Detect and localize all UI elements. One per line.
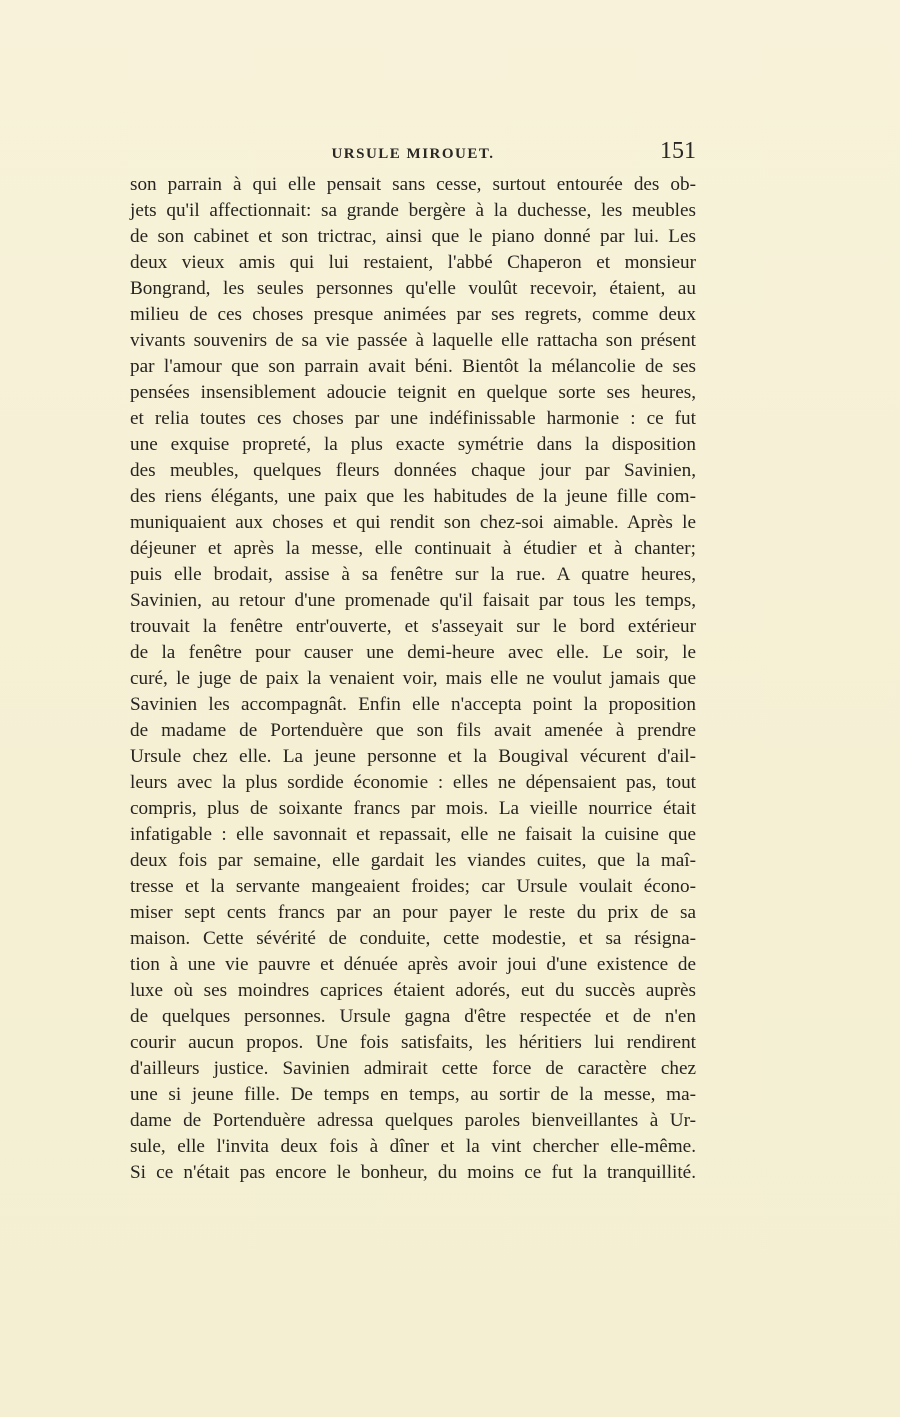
text-line: de madame de Portenduère que son fils avait amenée à prendre (130, 720, 696, 741)
text-line: deux vieux amis qui lui restaient, l'abbé Chaperon et monsieur (130, 252, 696, 273)
text-line: de son cabinet et son trictrac, ainsi que le piano donné par lui. Les (130, 226, 696, 247)
text-line: puis elle brodait, assise à sa fenêtre sur la rue. A quatre heures, (130, 564, 696, 585)
text-line: muniquaient aux choses et qui rendit son chez-soi aimable. Après le (130, 512, 696, 533)
page-number: 151 (660, 138, 696, 164)
text-line: d'ailleurs justice. Savinien admirait cette force de caractère chez (130, 1058, 696, 1079)
text-line: compris, plus de soixante francs par mois. La vieille nourrice était (130, 798, 696, 819)
text-line: milieu de ces choses presque animées par ses regrets, comme deux (130, 304, 696, 325)
text-line: maison. Cette sévérité de conduite, cette modestie, et sa résigna- (130, 928, 696, 949)
text-line: curé, le juge de paix la venaient voir, mais elle ne voulut jamais que (130, 668, 696, 689)
text-line: pensées insensiblement adoucie teignit en quelque sorte ses heures, (130, 382, 696, 403)
text-line: luxe où ses moindres caprices étaient adorés, eut du succès auprès (130, 980, 696, 1001)
text-line: deux fois par semaine, elle gardait les viandes cuites, que la maî- (130, 850, 696, 871)
text-line: miser sept cents francs par an pour payer le reste du prix de sa (130, 902, 696, 923)
text-line: de la fenêtre pour causer une demi-heure avec elle. Le soir, le (130, 642, 696, 663)
text-line: son parrain à qui elle pensait sans cesse, surtout entourée des ob- (130, 174, 696, 195)
text-line: jets qu'il affectionnait: sa grande bergère à la duchesse, les meubles (130, 200, 696, 221)
text-line: par l'amour que son parrain avait béni. Bientôt la mélancolie de ses (130, 356, 696, 377)
text-line: une si jeune fille. De temps en temps, au sortir de la messe, ma- (130, 1084, 696, 1105)
text-line: courir aucun propos. Une fois satisfaits, les héritiers lui rendirent (130, 1032, 696, 1053)
text-line: tresse et la servante mangeaient froides; car Ursule voulait écono- (130, 876, 696, 897)
page-header (130, 138, 696, 172)
text-line: Bongrand, les seules personnes qu'elle voulût recevoir, étaient, au (130, 278, 696, 299)
text-line: déjeuner et après la messe, elle continuait à étudier et à chanter; (130, 538, 696, 559)
text-line: Savinien les accompagnât. Enfin elle n'accepta point la proposition (130, 694, 696, 715)
text-line: une exquise propreté, la plus exacte symétrie dans la disposition (130, 434, 696, 455)
text-line: trouvait la fenêtre entr'ouverte, et s'asseyait sur le bord extérieur (130, 616, 696, 637)
text-line: sule, elle l'invita deux fois à dîner et la vint chercher elle-même. (130, 1136, 696, 1157)
running-title: URSULE MIROUET. (331, 146, 495, 162)
text-line: et relia toutes ces choses par une indéfinissable harmonie : ce fut (130, 408, 696, 429)
text-line: tion à une vie pauvre et dénuée après avoir joui d'une existence de (130, 954, 696, 975)
text-line: Savinien, au retour d'une promenade qu'il faisait par tous les temps, (130, 590, 696, 611)
text-line: Si ce n'était pas encore le bonheur, du moins ce fut la tranquillité. (130, 1162, 696, 1183)
text-line: de quelques personnes. Ursule gagna d'être respectée et de n'en (130, 1006, 696, 1027)
text-line: des riens élégants, une paix que les habitudes de la jeune fille com- (130, 486, 696, 507)
text-line: Ursule chez elle. La jeune personne et la Bougival vécurent d'ail- (130, 746, 696, 767)
body-text (130, 172, 696, 1186)
text-line: des meubles, quelques fleurs données chaque jour par Savinien, (130, 460, 696, 481)
text-line: infatigable : elle savonnait et repassait, elle ne faisait la cuisine que (130, 824, 696, 845)
text-line: vivants souvenirs de sa vie passée à laquelle elle rattacha son présent (130, 330, 696, 351)
text-line: dame de Portenduère adressa quelques paroles bienveillantes à Ur- (130, 1110, 696, 1131)
text-line: leurs avec la plus sordide économie : elles ne dépensaient pas, tout (130, 772, 696, 793)
